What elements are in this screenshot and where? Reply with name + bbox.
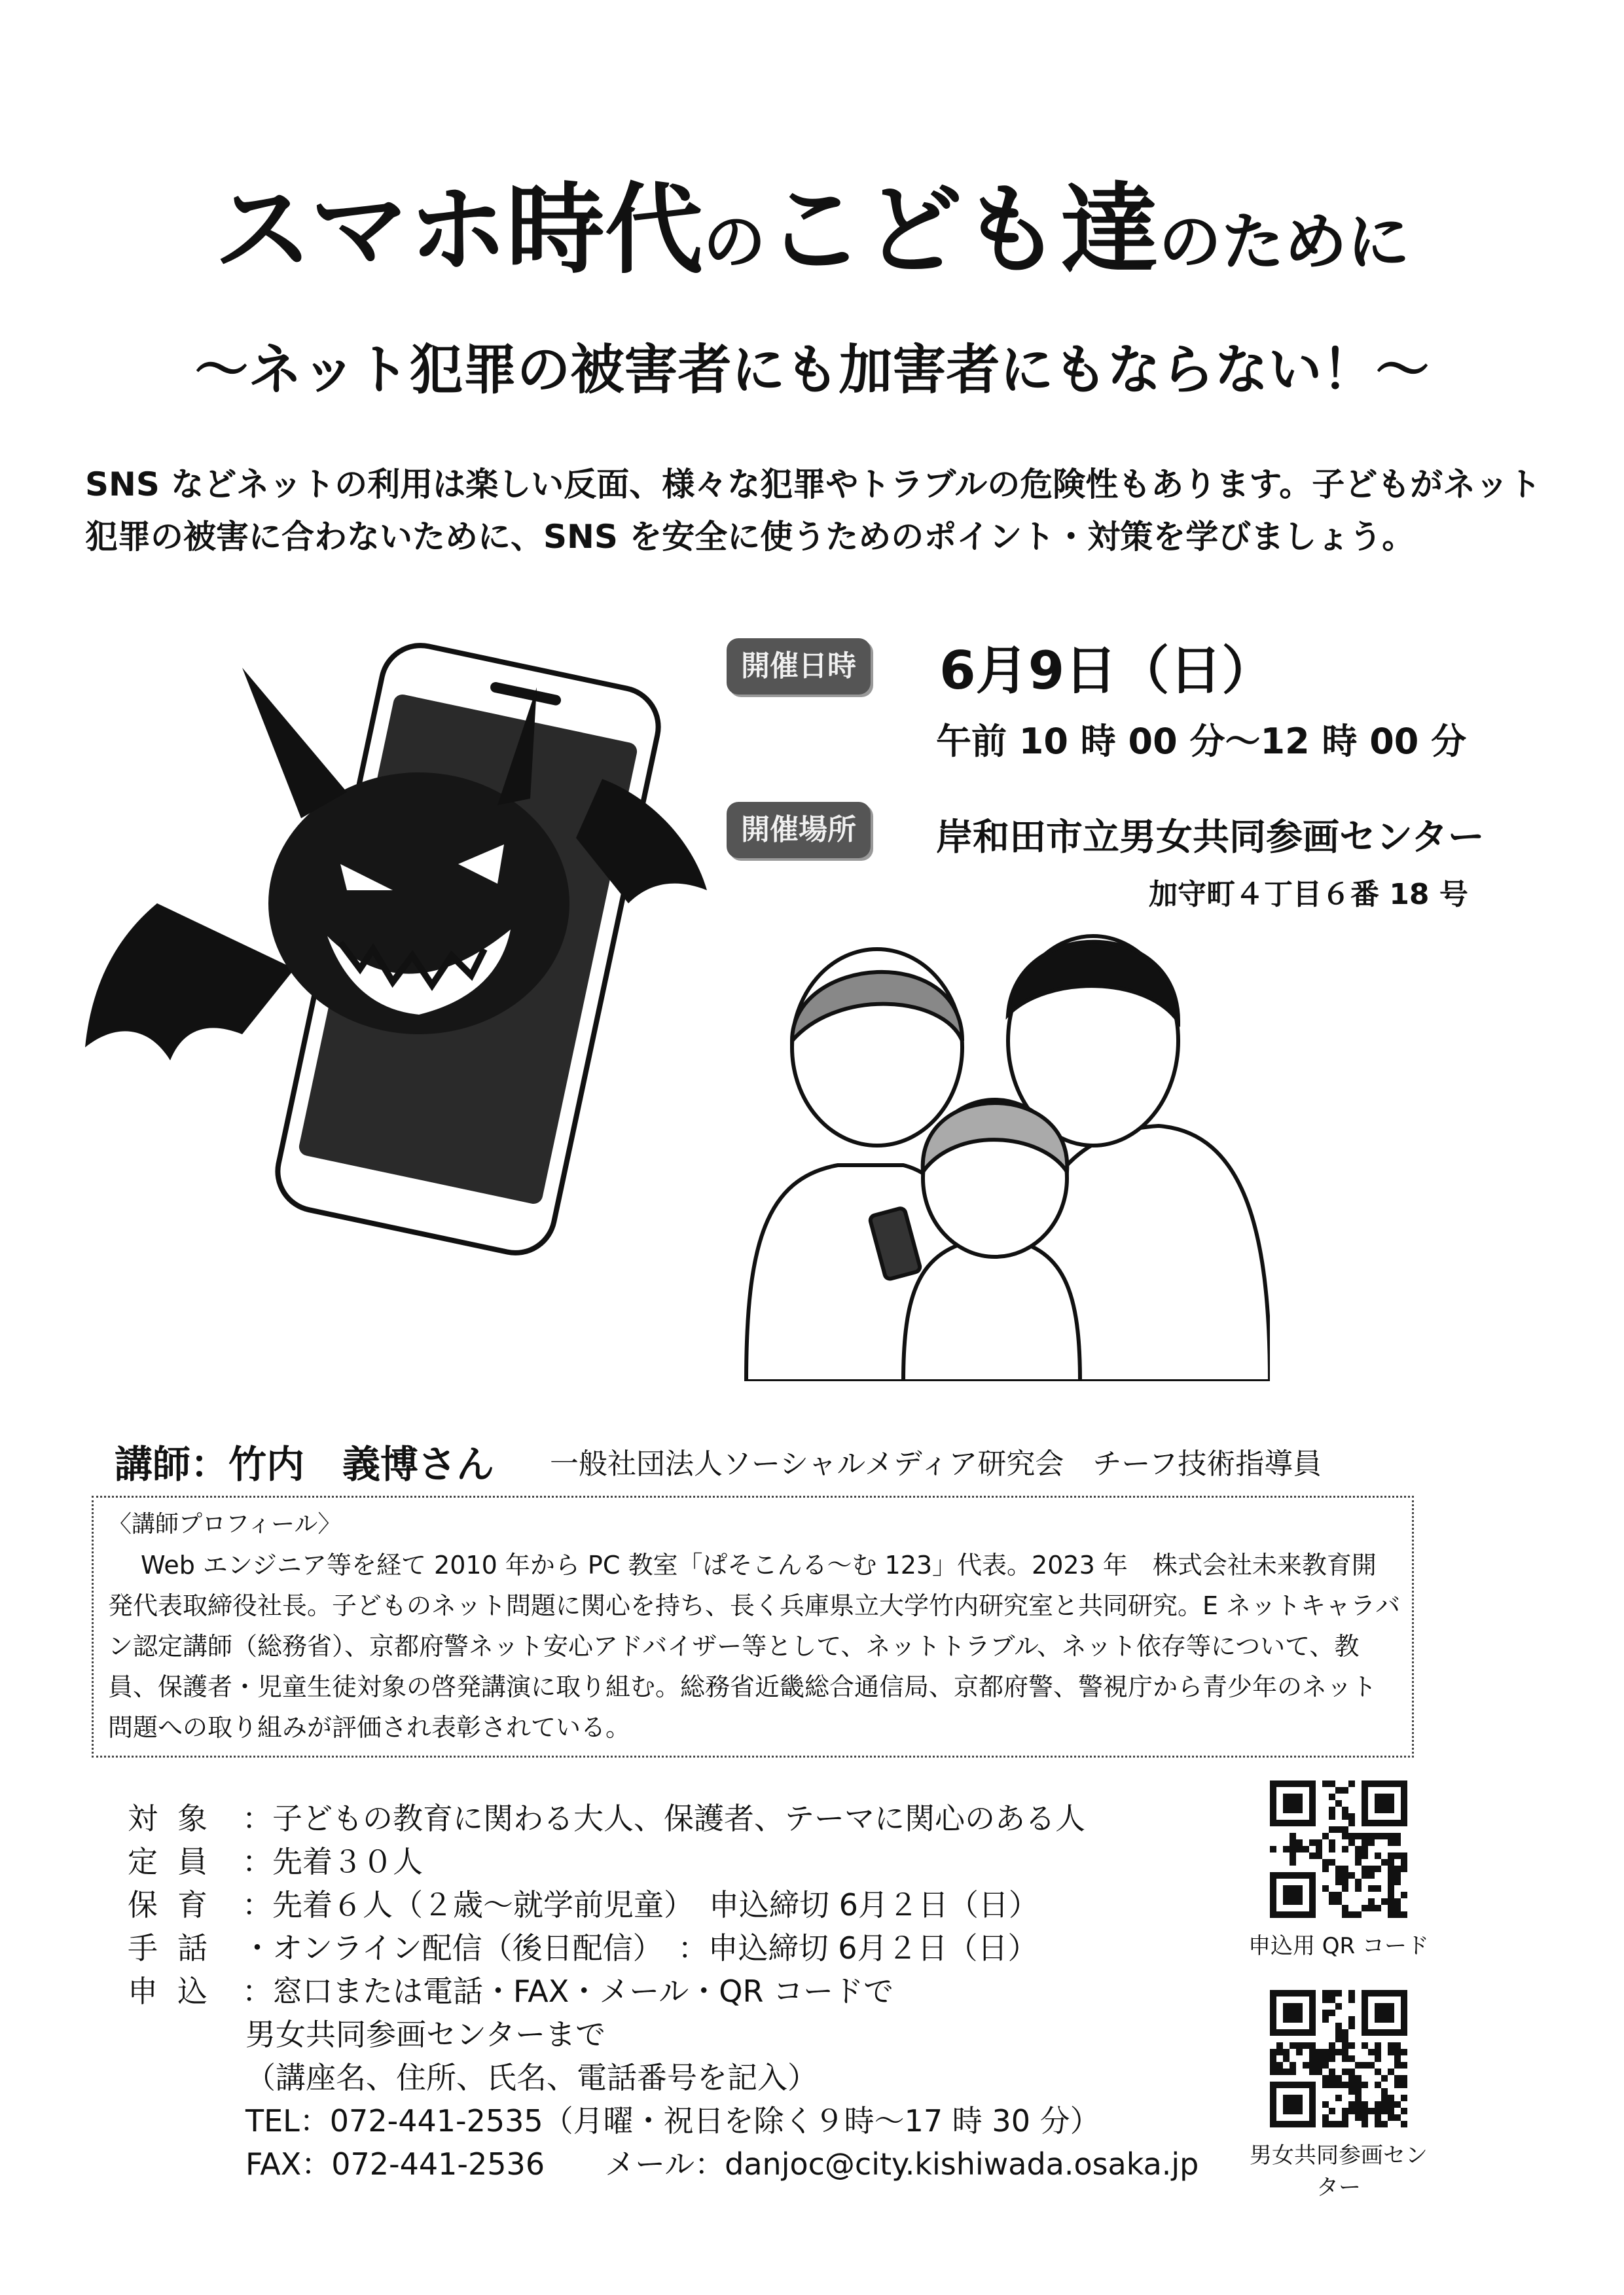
event-address: 加守町４丁目６番 18 号: [1149, 878, 1468, 911]
info-label: 対象: [128, 1801, 227, 1836]
profile-body: Web エンジニア等を経て 2010 年から PC 教室「ぱそこんる～む 123」代表。2023 年 株式会社未来教育開発代表取締役社長。子どものネット問題に関心を持ち、長く兵庫県立大学竹内研究室と共同研究。E ネットキャラバン認定講師（総務省）、京都府警ネット安心アドバイザー等として、ネットトラブル、ネット依存等について、教員、保護者・児童生徒対象の啓発講演に取り組む。総務省近畿総合通信局、京都府警、警視庁から青少年のネット問題への取り組みが評価され表彰されている。: [108, 1551, 1401, 1742]
info-label: 申込: [128, 1974, 227, 2009]
title-part-1: スマホ時代: [213, 173, 703, 287]
info-value: ：窓口または電話・FAX・メール・QR コードで: [242, 1974, 894, 2009]
smartphone-devil-illustration: [79, 628, 733, 1283]
page-title: [0, 151, 1624, 292]
event-time: 午前 10 時 00 分～12 時 00 分: [936, 721, 1467, 762]
info-label: 手話: [128, 1930, 227, 1966]
family-illustration: [707, 916, 1270, 1381]
subtitle: ～ネット犯罪の被害者にも加害者にもならない！～: [194, 339, 1430, 401]
info-row-childcare: [128, 1883, 1085, 1926]
center-qr-code[interactable]: [1270, 1990, 1407, 2127]
apply-details: [245, 2013, 1199, 2186]
date-badge: 開催日時: [727, 638, 871, 695]
title-part-3: こども達: [766, 173, 1159, 287]
venue-badge: 開催場所: [727, 802, 871, 858]
info-value: ：先着３０人: [242, 1844, 423, 1879]
lecturer-name: 講師：竹内 義博さん: [115, 1442, 495, 1487]
profile-heading: 〈講師プロフィール〉: [108, 1511, 342, 1538]
title-part-2: の: [703, 206, 766, 279]
apply-qr-caption: 申込用 QR コード: [1248, 1933, 1429, 1959]
apply-line: TEL：072-441-2535（月曜・祝日を除く９時～17 時 30 分）: [245, 2103, 1100, 2139]
info-label: 定員: [128, 1844, 227, 1879]
event-venue: 岸和田市立男女共同参画センター: [936, 816, 1485, 859]
apply-line: （講座名、住所、氏名、電話番号を記入）: [245, 2060, 818, 2095]
title-part-4: のために: [1159, 206, 1411, 279]
info-row-target: [128, 1797, 1085, 1840]
intro-text: SNS などネットの利用は楽しい反面、様々な犯罪やトラブルの危険性もあります。子どもがネット犯罪の被害に合わないために、SNS を安全に使うためのポイント・対策を学びましょう。: [85, 465, 1542, 556]
apply-qr-code[interactable]: [1270, 1780, 1407, 1918]
info-list: [128, 1797, 1085, 2013]
info-value: ：子どもの教育に関わる大人、保護者、テーマに関心のある人: [242, 1801, 1085, 1836]
apply-line: 男女共同参画センターまで: [245, 2017, 606, 2052]
apply-line: FAX：072-441-2536 メール：danjoc@city.kishiwada.osaka.jp: [245, 2146, 1199, 2182]
info-value: ・オンライン配信（後日配信） ：申込締切 6月２日（日）: [242, 1930, 1038, 1966]
center-qr-caption: 男女共同参画センター: [1250, 2142, 1428, 2201]
info-row-sign-language: [128, 1926, 1085, 1970]
info-label: 保育: [128, 1887, 227, 1923]
event-date: 6月9日（日）: [939, 640, 1274, 701]
info-row-capacity: [128, 1840, 1085, 1883]
info-value: ：先着６人（２歳～就学前児童） 申込締切 6月２日（日）: [242, 1887, 1039, 1923]
lecturer-organization: 一般社団法人ソーシャルメディア研究会 チーフ技術指導員: [550, 1447, 1322, 1481]
info-row-apply: [128, 1970, 1085, 2013]
